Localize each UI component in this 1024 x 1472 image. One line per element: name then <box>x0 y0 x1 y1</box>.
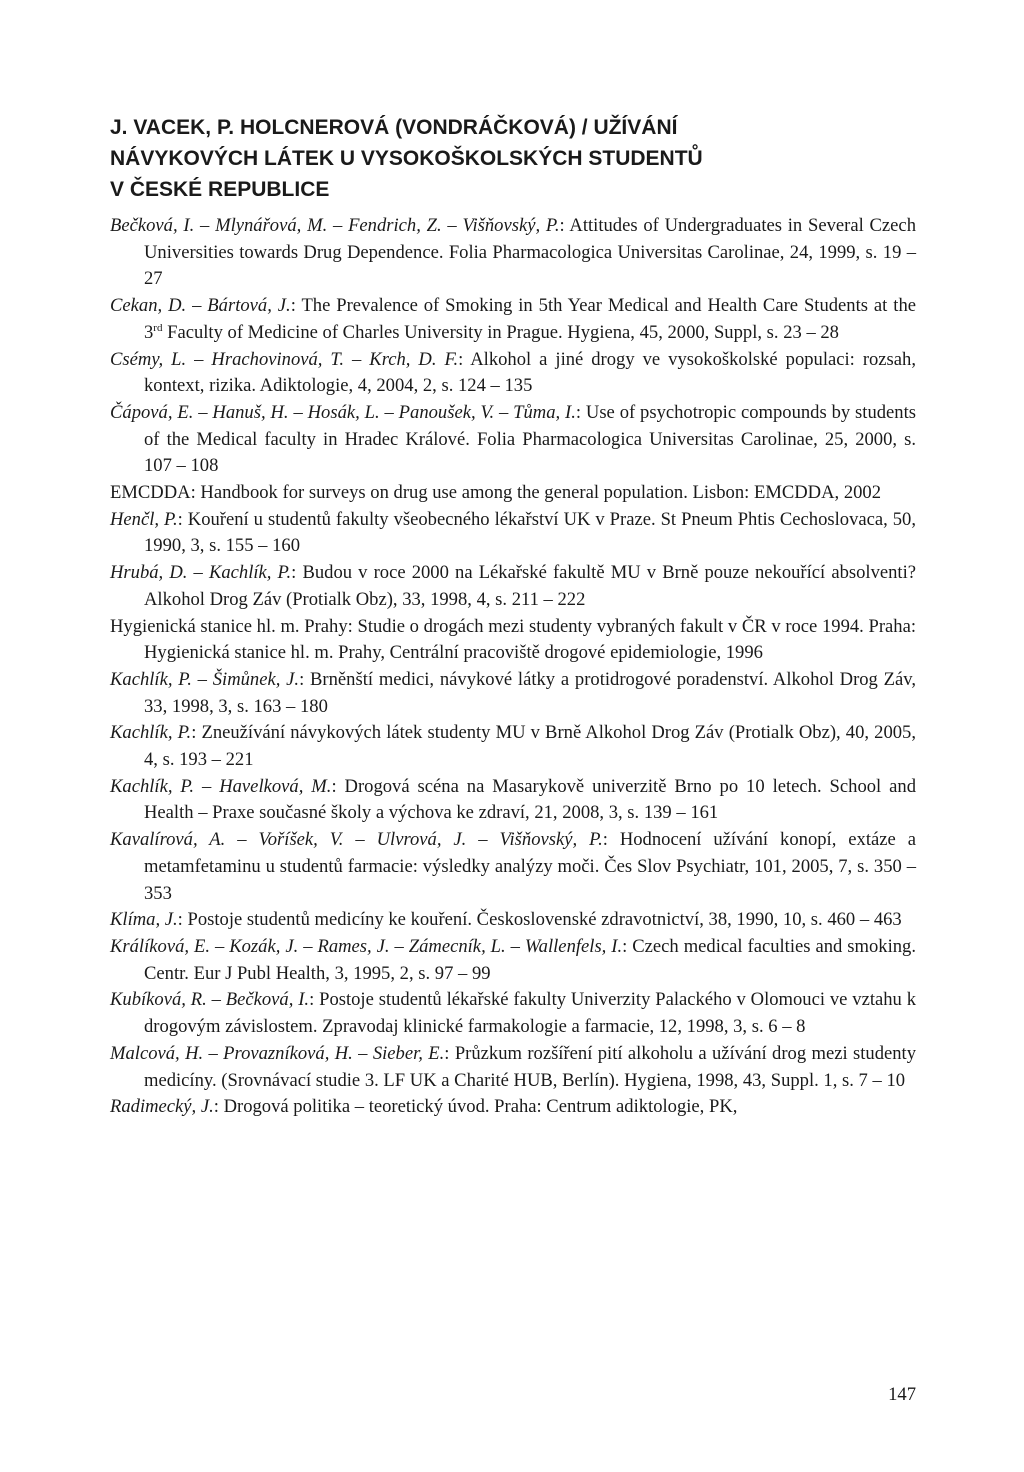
title-line: NÁVYKOVÝCH LÁTEK U VYSOKOŠKOLSKÝCH STUDENTŮ <box>110 147 703 170</box>
title-line: V ČESKÉ REPUBLICE <box>110 178 330 201</box>
reference-item <box>110 614 916 667</box>
reference-text: : Czech medical faculties and smoking. Centr. Eur J Publ Health, 3, 1995, 2, s. 97 – 99 <box>144 935 916 984</box>
reference-item <box>110 400 916 480</box>
reference-text: : Postoje studentů lékařské fakulty Univerzity Palackého v Olomouci ve vztahu k drogovým závislostem. Zpravodaj klinické farmakologie a farmacie, 12, 1998, 3, s. 6 – 8 <box>144 989 916 1038</box>
reference-authors: Čápová, E. – Hanuš, H. – Hosák, L. – Panoušek, V. – Tůma, I. <box>110 401 576 423</box>
reference-item <box>110 827 916 907</box>
reference-authors: Csémy, L. – Hrachovinová, T. – Krch, D. F. <box>110 348 459 370</box>
reference-item <box>110 507 916 560</box>
reference-text: : Brněnští medici, návykové látky a protidrogové poradenství. Alkohol Drog Záv, 33, 1998, 3, s. 163 – 180 <box>144 668 916 717</box>
reference-text: : Kouření u studentů fakulty všeobecného lékařství UK v Praze. St Pneum Phtis Cechoslovaca, 50, 1990, 3, s. 155 – 160 <box>144 508 916 557</box>
reference-authors: Kubíková, R. – Bečková, I. <box>110 989 310 1011</box>
reference-authors: Hrubá, D. – Kachlík, P. <box>110 562 292 584</box>
reference-item <box>110 774 916 827</box>
reference-text: : Alkohol a jiné drogy ve vysokoškolské populaci: rozsah, kontext, rizika. Adiktologie, 4, 2004, 2, s. 124 – 135 <box>144 348 916 397</box>
reference-authors: Kachlík, P. <box>110 722 192 744</box>
title-line: J. VACEK, P. HOLCNEROVÁ (VONDRÁČKOVÁ) / UŽÍVÁNÍ <box>110 116 678 139</box>
reference-item <box>110 480 916 507</box>
reference-text: : Drogová scéna na Masarykově univerzitě Brno po 10 letech. School and Health – Praxe současné školy a výchova ke zdraví, 21, 2008, 3, s. 139 – 161 <box>144 775 916 824</box>
reference-authors: Králíková, E. – Kozák, J. – Rames, J. – Zámecník, L. – Wallenfels, I. <box>110 935 623 957</box>
reference-text: : Attitudes of Undergraduates in Several Czech Universities towards Drug Dependence. Folia Pharmacologica Universitas Carolinae, 24, 1999, s. 19 – 27 <box>144 215 916 290</box>
reference-item <box>110 987 916 1040</box>
reference-text: : Hodnocení užívání konopí, extáze a metamfetaminu u studentů farmacie: výsledky analýzy moči. Čes Slov Psychiatr, 101, 2005, 7, s. 350 – 353 <box>144 829 916 904</box>
reference-authors: Klíma, J. <box>110 909 178 931</box>
reference-text: : Use of psychotropic compounds by students of the Medical faculty in Hradec Králové. Folia Pharmacologica Universitas Carolinae, 25, 2000, s. 107 – 108 <box>144 401 916 477</box>
reference-text: : Průzkum rozšíření pití alkoholu a užívání drog mezi studenty medicíny. (Srovnávací studie 3. LF UK a Charité HUB, Berlín). Hygiena, 1998, 43, Suppl. 1, s. 7 – 10 <box>144 1042 917 1091</box>
reference-text: : The Prevalence of Smoking in 5th Year Medical and Health Care Students at the 3 <box>144 295 916 343</box>
reference-text: EMCDDA: Handbook for surveys on drug use among the general population. Lisbon: EMCDDA, 2002 <box>110 482 882 504</box>
reference-authors: Radimecký, J. <box>110 1096 214 1118</box>
reference-authors: Bečková, I. – Mlynářová, M. – Fendrich, Z. – Višňovský, P. <box>110 215 560 236</box>
reference-item <box>110 667 916 720</box>
reference-text: Faculty of Medicine of Charles University in Prague. Hygiena, 45, 2000, Suppl, s. 23 – 28 <box>162 321 839 343</box>
reference-item <box>110 1041 916 1094</box>
reference-text: : Zneužívání návykových látek studenty MU v Brně Alkohol Drog Záv (Protialk Obz), 40, 2005, 4, s. 193 – 221 <box>144 722 916 771</box>
ordinal-suffix: rd <box>153 321 163 334</box>
reference-authors: Cekan, D. – Bártová, J. <box>110 295 291 317</box>
reference-authors: Kavalírová, A. – Voříšek, V. – Ulvrová, J. – Višňovský, P. <box>110 829 603 851</box>
reference-item <box>110 560 916 613</box>
reference-text: Hygienická stanice hl. m. Prahy: Studie o drogách mezi studenty vybraných fakult v ČR v roce 1994. Praha: Hygienická stanice hl. m. Prahy, Centrální pracoviště drogové epidemiologie, 1996 <box>110 615 916 664</box>
reference-list <box>110 213 916 1121</box>
reference-item <box>110 720 916 773</box>
reference-text: : Drogová politika – teoretický úvod. Praha: Centrum adiktologie, PK, <box>213 1096 738 1118</box>
reference-item <box>110 1094 916 1121</box>
reference-authors: Malcová, H. – Provazníková, H. – Sieber, E. <box>110 1042 445 1064</box>
reference-item <box>110 213 916 293</box>
reference-text: : Postoje studentů medicíny ke kouření. Československé zdravotnictví, 38, 1990, 10, s. 460 – 463 <box>177 909 902 931</box>
reference-item <box>110 347 916 400</box>
reference-item <box>110 934 916 987</box>
reference-authors: Henčl, P. <box>110 508 178 530</box>
reference-authors: Kachlík, P. – Havelková, M. <box>110 775 332 797</box>
reference-item <box>110 907 916 934</box>
reference-item <box>110 293 916 346</box>
page-title <box>110 112 930 205</box>
reference-text: : Budou v roce 2000 na Lékařské fakultě MU v Brně pouze nekouřící absolventi? Alkohol Drog Záv (Protialk Obz), 33, 1998, 4, s. 211 – 222 <box>144 562 917 610</box>
reference-authors: Kachlík, P. – Šimůnek, J. <box>110 668 300 690</box>
page-number: 147 <box>888 1384 916 1405</box>
